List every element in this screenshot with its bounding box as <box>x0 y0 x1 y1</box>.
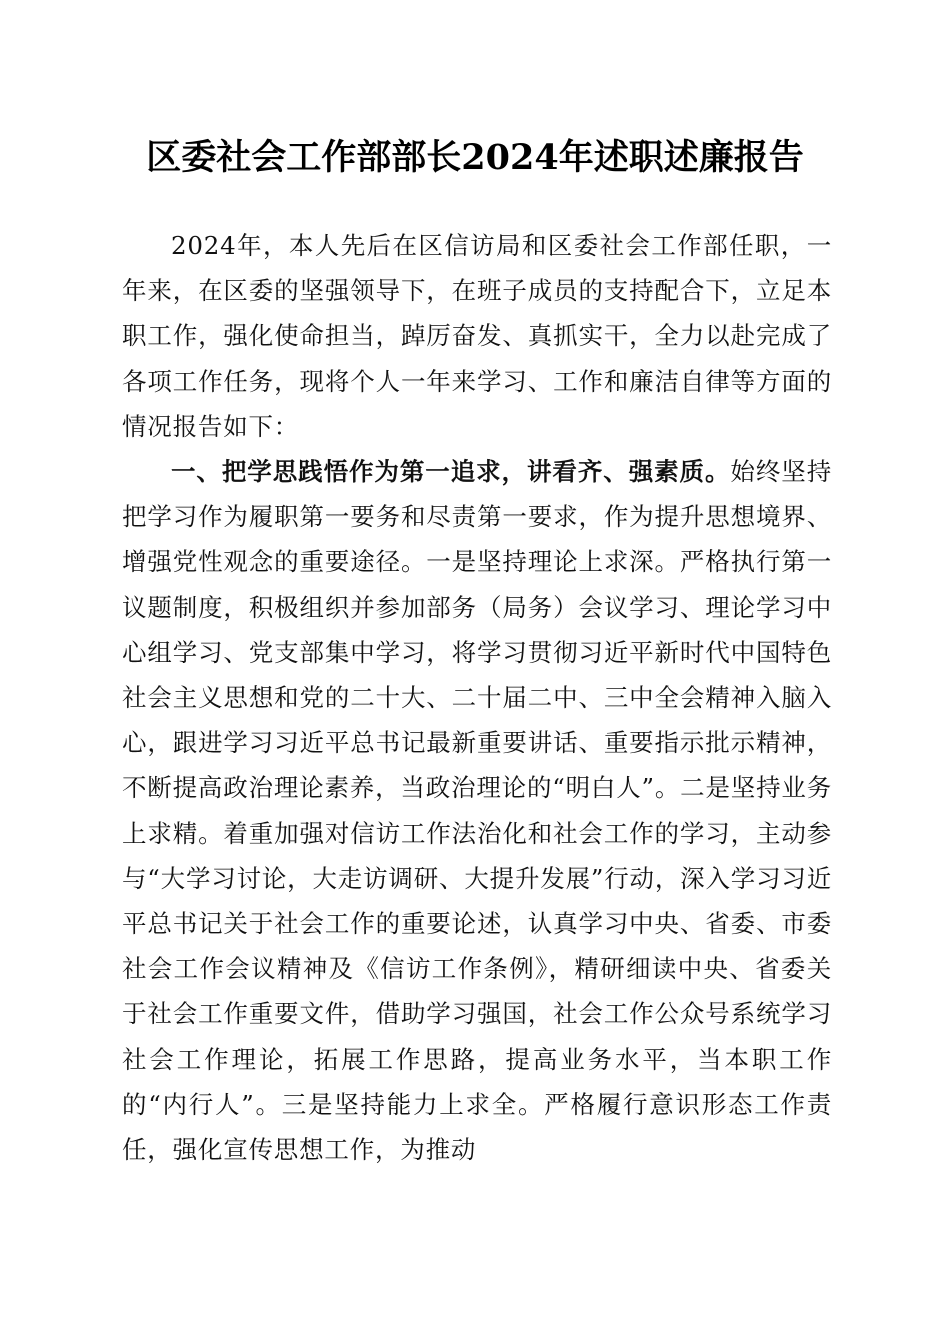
paragraph-section-1 <box>122 449 832 1172</box>
document-title: 区委社会工作部部长2024年述职述廉报告 <box>146 137 804 178</box>
document-body <box>122 223 832 1172</box>
paragraph-intro <box>122 223 832 449</box>
section-1-heading: 一、把学思践悟作为第一追求，讲看齐、强素质。 <box>171 457 731 487</box>
paragraph-intro-text: 2024年，本人先后在区信访局和区委社会工作部任职，一年来，在区委的坚强领导下，在班子成员的支持配合下，立足本职工作，强化使命担当，踔厉奋发、真抓实干，全力以赴完成了各项工作任务，现将个人一年来学习、工作和廉洁自律等方面的情况报告如下： <box>122 231 832 441</box>
section-1-text: 始终坚持把学习作为履职第一要务和尽责第一要求，作为提升思想境界、增强党性观念的重要途径。一是坚持理论上求深。严格执行第一议题制度，积极组织并参加部务（局务）会议学习、理论学习中心组学习、党支部集中学习，将学习贯彻习近平新时代中国特色社会主义思想和党的二十大、二十届二中、三中全会精神入脑入心，跟进学习习近平总书记最新重要讲话、重要指示批示精神，不断提高政治理论素养，当政治理论的“明白人”。二是坚持业务上求精。着重加强对信访工作法治化和社会工作的学习，主动参与“大学习讨论，大走访调研、大提升发展”行动，深入学习习近平总书记关于社会工作的重要论述，认真学习中央、省委、市委社会工作会议精神及《信访工作条例》，精研细读中央、省委关于社会工作重要文件，借助学习强国，社会工作公众号系统学习社会工作理论，拓展工作思路，提高业务水平，当本职工作的“内行人”。三是坚持能力上求全。严格履行意识形态工作责任，强化宣传思想工作，为推动 <box>122 457 832 1165</box>
